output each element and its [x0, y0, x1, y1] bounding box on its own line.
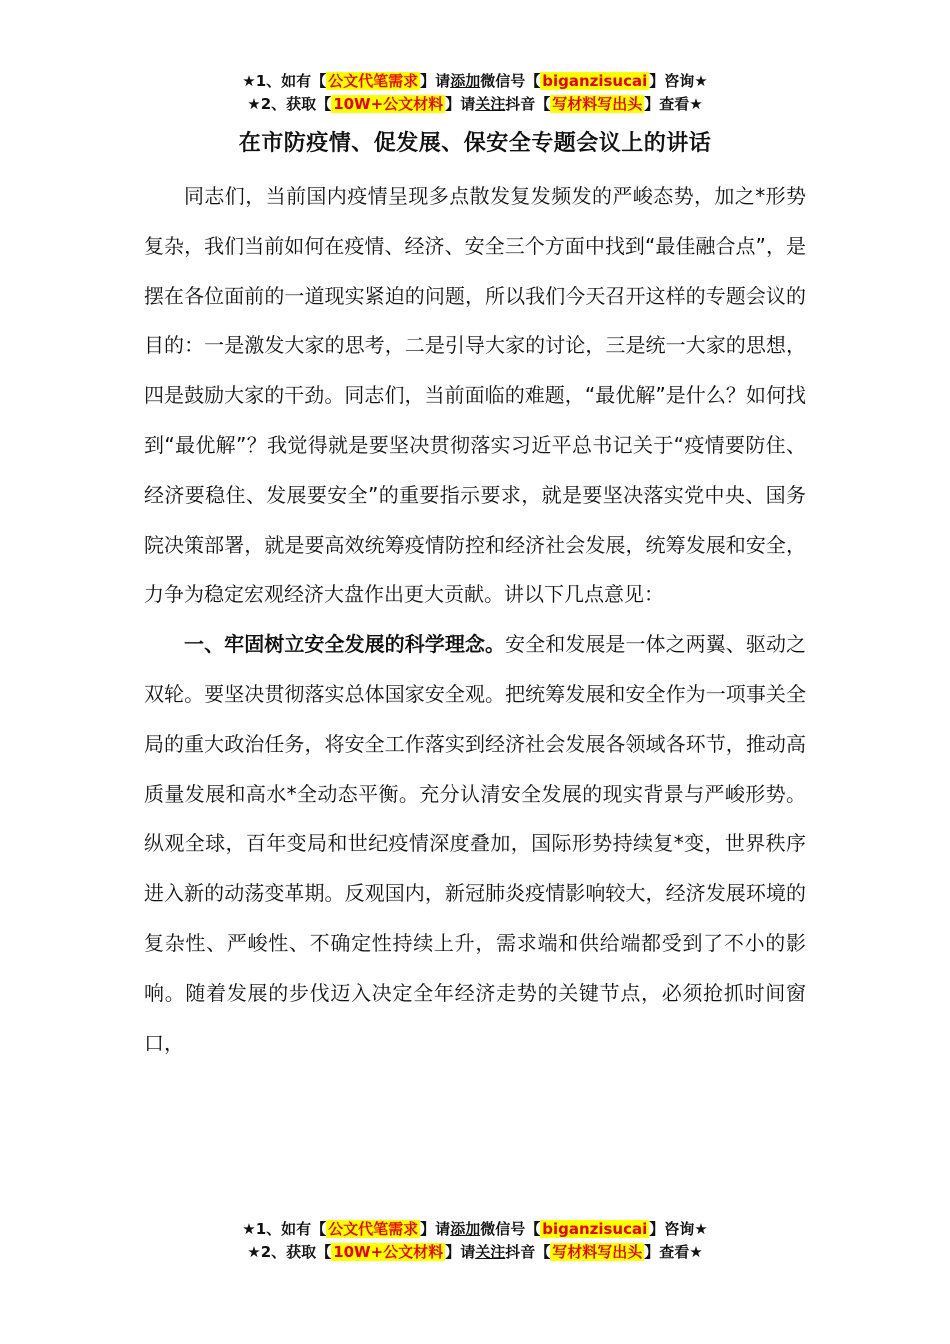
notice-text: ★2、获取【 — [247, 1243, 332, 1261]
notice-text: ★2、获取【 — [247, 95, 332, 113]
notice-text: 抖音【 — [505, 95, 551, 113]
notice-text: ★1、如有【 — [242, 1220, 327, 1238]
notice-text: 】咨询★ — [649, 72, 708, 90]
header-notice — [0, 70, 950, 116]
paragraph-intro: 同志们，当前国内疫情呈现多点散发复发频发的严峻态势，加之*形势复杂，我们当前如何在疫情、经济、安全三个方面中找到“最佳融合点”，是摆在各位面前的一道现实紧迫的问题，所以我们今天召开这样的专题会议的目的：一是激发大家的思考，二是引导大家的讨论，三是统一大家的思想，四是鼓励大家的干劲。同志们，当前面临的难题，“最优解”是什么？如何找到“最优解”？我觉得就是要坚决贯彻落实习近平总书记关于“疫情要防住、经济要稳住、发展要安全”的重要指示要求，就是要坚决落实党中央、国务院决策部署，就是要高效统筹疫情防控和经济社会发展，统筹发展和安全，力争为稳定宏观经济大盘作出更大贡献。讲以下几点意见： — [144, 184, 806, 607]
notice-text: 微信号【 — [480, 72, 541, 90]
notice-text: 】查看★ — [644, 1243, 703, 1261]
notice-line-2 — [0, 1241, 950, 1264]
notice-highlight: 写材料写出头 — [552, 1243, 643, 1261]
section-heading: 一、牢固树立安全发展的科学理念。 — [184, 632, 506, 657]
notice-highlight: 公文代笔需求 — [328, 72, 419, 90]
notice-text: 】咨询★ — [649, 1220, 708, 1238]
notice-underlined: 添加 — [450, 72, 481, 90]
notice-text: 抖音【 — [505, 1243, 551, 1261]
notice-highlight: 10W+公文材料 — [333, 95, 444, 113]
paragraph-section-1 — [144, 620, 806, 1068]
notice-line-1 — [0, 1218, 950, 1241]
notice-text: 】请 — [445, 1243, 476, 1261]
section-text: 安全和发展是一体之两翼、驱动之双轮。要坚决贯彻落实总体国家安全观。把统筹发展和安全作为一项事关全局的重大政治任务，将安全工作落实到经济社会发展各领域各环节，推动高质量发展和高水*全动态平衡。充分认清安全发展的现实背景与严峻形势。纵观全球，百年变局和世纪疫情深度叠加，国际形势持续复*变，世界秩序进入新的动荡变革期。反观国内，新冠肺炎疫情影响较大，经济发展环境的复杂性、严峻性、不确定性持续上升，需求端和供给端都受到了不小的影响。随着发展的步伐迈入决定全年经济走势的关键节点，必须抢抓时间窗口， — [144, 632, 807, 1055]
notice-line-1 — [0, 70, 950, 93]
notice-text: 】请 — [420, 72, 451, 90]
notice-text: 微信号【 — [480, 1220, 541, 1238]
notice-line-2 — [0, 93, 950, 116]
notice-highlight: biganzisucai — [542, 1220, 648, 1238]
notice-highlight: 写材料写出头 — [552, 95, 643, 113]
notice-text: 】请 — [445, 95, 476, 113]
footer-notice — [0, 1218, 950, 1264]
notice-underlined: 关注 — [475, 1243, 506, 1261]
notice-text: 】请 — [420, 1220, 451, 1238]
notice-highlight: biganzisucai — [542, 72, 648, 90]
notice-text: ★1、如有【 — [242, 72, 327, 90]
notice-text: 】查看★ — [644, 95, 703, 113]
notice-underlined: 添加 — [450, 1220, 481, 1238]
notice-underlined: 关注 — [475, 95, 506, 113]
notice-highlight: 公文代笔需求 — [328, 1220, 419, 1238]
document-body — [144, 172, 806, 1068]
document-title: 在市防疫情、促发展、保安全专题会议上的讲话 — [238, 131, 712, 156]
notice-highlight: 10W+公文材料 — [333, 1243, 444, 1261]
